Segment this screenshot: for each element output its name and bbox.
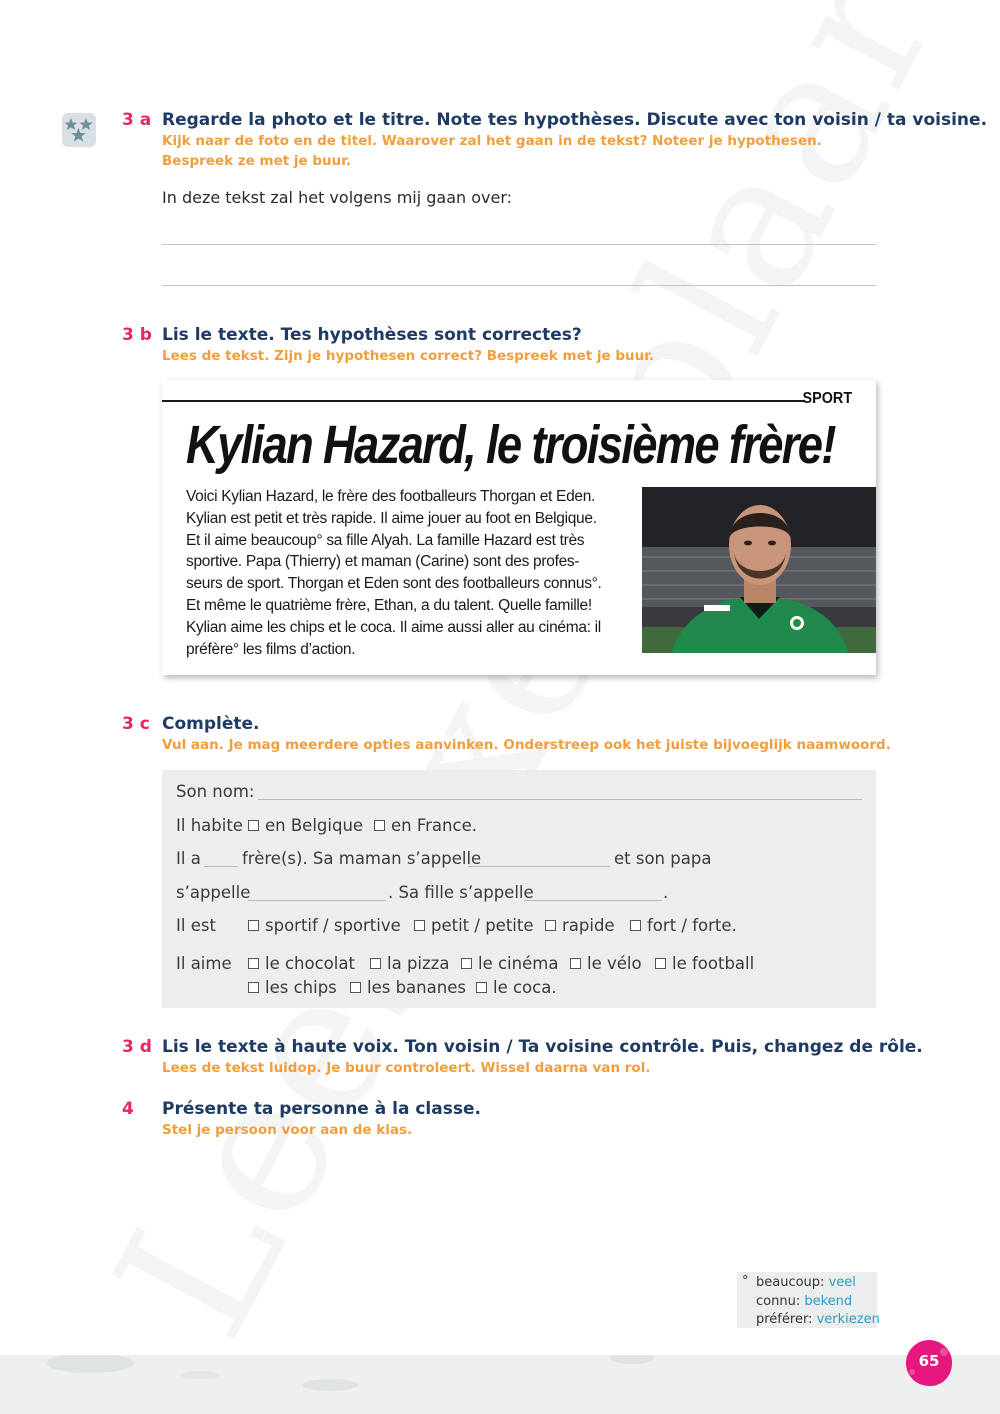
article-line: Et même le quatrième frère, Ethan, a du talent. Quelle famille! [186,596,592,614]
exercise-subtitle-3a-line1: Kijk naar de foto en de titel. Waarover zal het gaan in de tekst? Noteer je hypothesen. [162,133,822,149]
checkbox[interactable] [655,958,666,969]
checkbox[interactable] [248,820,259,831]
exercise-title-3c: Complète. [162,714,260,734]
il-est-label: Il est [176,916,216,935]
checkbox[interactable] [570,958,581,969]
habite-label: Il habite [176,816,243,835]
sappelle-label: s’appelle [176,883,251,902]
option-chips[interactable]: les chips [248,978,337,997]
article-line: préfère° les films d’action. [186,640,356,658]
option-chocolat[interactable]: le chocolat [248,954,355,973]
article-line: Kylian est petit et très rapide. Il aime jouer au foot en Belgique. [186,509,597,527]
watermark-text [74,30,926,1370]
writing-line-2[interactable] [162,285,876,286]
checkbox[interactable] [414,920,425,931]
glossary-item: beaucoup: veel [756,1275,856,1290]
article-line: sportive. Papa (Thierry) et maman (Carine) sont des profes- [186,553,580,571]
glossary-item: préférer: verkiezen [756,1312,880,1327]
mother-name-blank[interactable] [468,866,610,867]
checkbox[interactable] [461,958,472,969]
exercise-subtitle-3a-line2: Bespreek ze met je buur. [162,153,352,169]
footer-decoration [0,1355,1000,1414]
exercise-title-4: Présente ta personne à la classe. [162,1099,481,1119]
checkbox[interactable] [248,920,259,931]
option-pizza[interactable]: la pizza [370,954,449,973]
article-line: Et il aime beaucoup° sa fille Alyah. La famille Hazard est très [186,531,585,549]
son-nom-blank[interactable] [258,799,862,800]
option-petit[interactable]: petit / petite [414,916,534,935]
glossary-item: connu: bekend [756,1293,853,1309]
article-line: Kylian aime les chips et le coca. Il aime aussi aller au cinéma: il [186,618,601,636]
son-papa-label: et son papa [614,849,712,868]
option-fort[interactable]: fort / forte. [630,916,737,935]
exercise-title-3b: Lis le texte. Tes hypothèses sont correctes? [162,325,582,345]
freres-label: frère(s). Sa maman s’appelle [242,849,482,868]
option-sportif[interactable]: sportif / sportive [248,916,401,935]
checkbox[interactable] [630,920,641,931]
exercise-number-3a: 3 a [122,110,152,130]
completion-box [162,770,876,1008]
option-cinema[interactable]: le cinéma [461,954,558,973]
news-article [162,380,876,675]
son-nom-label: Son nom: [176,782,255,801]
article-line: seurs de sport. Thorgan et Eden sont des footballeurs connus°. [186,575,602,593]
checkbox[interactable] [350,982,361,993]
page-number: 65 [918,1352,940,1370]
glossary-box [737,1272,880,1328]
exercise-title-3a: Regarde la photo et le titre. Note tes hypothèses. Discute avec ton voisin / ta voisine. [162,110,988,130]
difficulty-stars-icon [62,113,96,147]
option-velo[interactable]: le vélo [570,954,642,973]
article-rule [162,400,804,402]
article-line: Voici Kylian Hazard, le frère des footballeurs Thorgan et Eden. [186,488,596,505]
il-a-label: Il a [176,849,201,868]
checkbox[interactable] [248,958,259,969]
writing-line-1[interactable] [162,244,876,245]
glossary-marker: ° [742,1274,749,1289]
option-football[interactable]: le football [655,954,754,973]
exercise-number-4: 4 [122,1099,134,1119]
option-france[interactable]: en France. [374,816,477,835]
exercise-title-3d: Lis le texte à haute voix. Ton voisin / Ta voisine contrôle. Puis, changez de rôle. [162,1037,923,1057]
footballer-photo [642,487,876,653]
hypothesis-prompt: In deze tekst zal het volgens mij gaan over: [162,188,513,207]
il-aime-label: Il aime [176,954,232,973]
checkbox[interactable] [248,982,259,993]
option-rapide[interactable]: rapide [545,916,615,935]
checkbox[interactable] [374,820,385,831]
exercise-subtitle-3b: Lees de tekst. Zijn je hypothesen correct? Bespreek met je buur. [162,348,655,364]
article-headline: Kylian Hazard, le troisième frère! [186,415,835,475]
checkbox[interactable] [476,982,487,993]
brothers-count-blank[interactable] [204,866,238,867]
exercise-number-3d: 3 d [122,1037,152,1057]
option-belgique[interactable]: en Belgique [248,816,363,835]
exercise-number-3c: 3 c [122,714,150,734]
option-bananes[interactable]: les bananes [350,978,466,997]
period-label: . [663,883,669,902]
father-name-blank[interactable] [248,900,386,901]
exercise-number-3b: 3 b [122,325,152,345]
exercise-subtitle-4: Stel je persoon voor aan de klas. [162,1122,413,1138]
exercise-subtitle-3c: Vul aan. Je mag meerdere opties aanvinken. Onderstreep ook het juiste bijvoeglijk naamwoord. [162,737,891,753]
option-coca[interactable]: le coca. [476,978,557,997]
sa-fille-label: . Sa fille s’appelle [388,883,534,902]
checkbox[interactable] [370,958,381,969]
article-body [186,486,636,660]
exercise-subtitle-3d: Lees de tekst luidop. Je buur controleert. Wissel daarna van rol. [162,1060,651,1076]
daughter-name-blank[interactable] [524,900,662,901]
checkbox[interactable] [545,920,556,931]
article-category: SPORT [802,390,852,407]
